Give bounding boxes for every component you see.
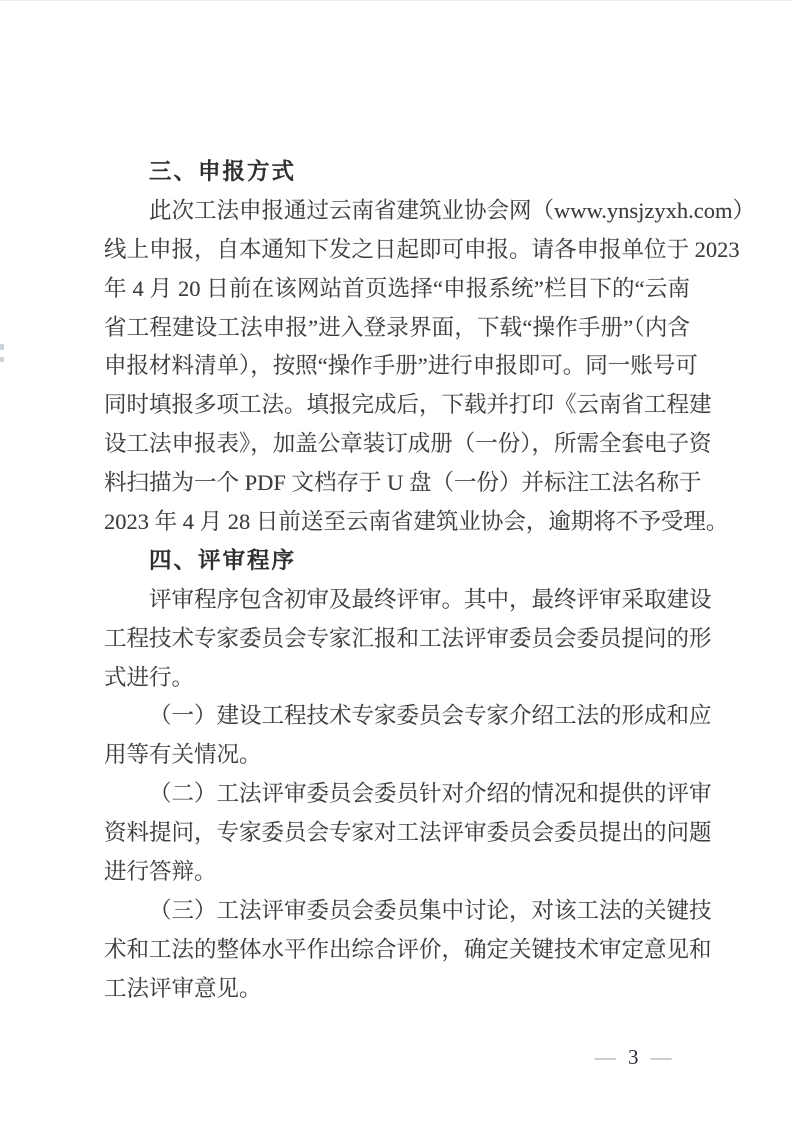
- text-line: 申报材料清单），按照“操作手册”进行申报即可。同一账号可: [104, 353, 698, 379]
- text-line: 术和工法的整体水平作出综合评价，确定关键技术审定意见和: [104, 936, 712, 962]
- text-line: 工法评审意见。: [104, 975, 262, 1001]
- text-line: 同时填报多项工法。填报完成后，下载并打印《云南省工程建: [104, 392, 712, 418]
- footer-dash-left: —: [595, 1045, 616, 1069]
- text-line: （三）工法评审委员会委员集中讨论，对该工法的关键技: [149, 897, 712, 923]
- scan-artifact: [0, 344, 4, 350]
- text-line: 线上申报，自本通知下发之日起即可申报。请各申报单位于 2023: [104, 236, 740, 262]
- text-line: 设工法申报表》，加盖公章装订成册（一份），所需全套电子资: [104, 431, 712, 457]
- text-line: 省工程建设工法申报”进入登录界面，下载“操作手册”（内含: [104, 314, 690, 340]
- page-number: 3: [628, 1045, 639, 1069]
- page-footer: [589, 1045, 678, 1069]
- text-line: 料扫描为一个 PDF 文档存于 U 盘（一份）并标注工法名称于: [104, 470, 702, 496]
- text-line: 工程技术专家委员会专家汇报和工法评审委员会委员提问的形: [104, 625, 712, 651]
- page-content: [104, 153, 756, 1009]
- text-line: 此次工法申报通过云南省建筑业协会网（www.ynsjzyxh.com）: [149, 197, 756, 223]
- footer-dash-right: —: [650, 1045, 672, 1069]
- text-line: 资料提问，专家委员会专家对工法评审委员会委员提出的问题: [104, 820, 712, 846]
- text-line: 进行答辩。: [104, 859, 217, 885]
- section-heading-3: 三、申报方式: [149, 159, 297, 184]
- scan-artifact: [0, 357, 4, 362]
- text-line: （二）工法评审委员会委员针对介绍的情况和提供的评审: [149, 781, 712, 807]
- text-line: 用等有关情况。: [104, 742, 262, 768]
- section-heading-4: 四、评审程序: [149, 547, 297, 573]
- text-line: （一）建设工程技术专家委员会专家介绍工法的形成和应: [149, 703, 712, 729]
- text-line: 2023 年 4 月 28 日前送至云南省建筑业协会，逾期将不予受理。: [104, 509, 729, 535]
- text-line: 式进行。: [104, 664, 195, 690]
- text-line: 评审程序包含初审及最终评审。其中，最终评审采取建设: [149, 586, 712, 612]
- text-line: 年 4 月 20 日前在该网站首页选择“申报系统”栏目下的“云南: [104, 275, 690, 301]
